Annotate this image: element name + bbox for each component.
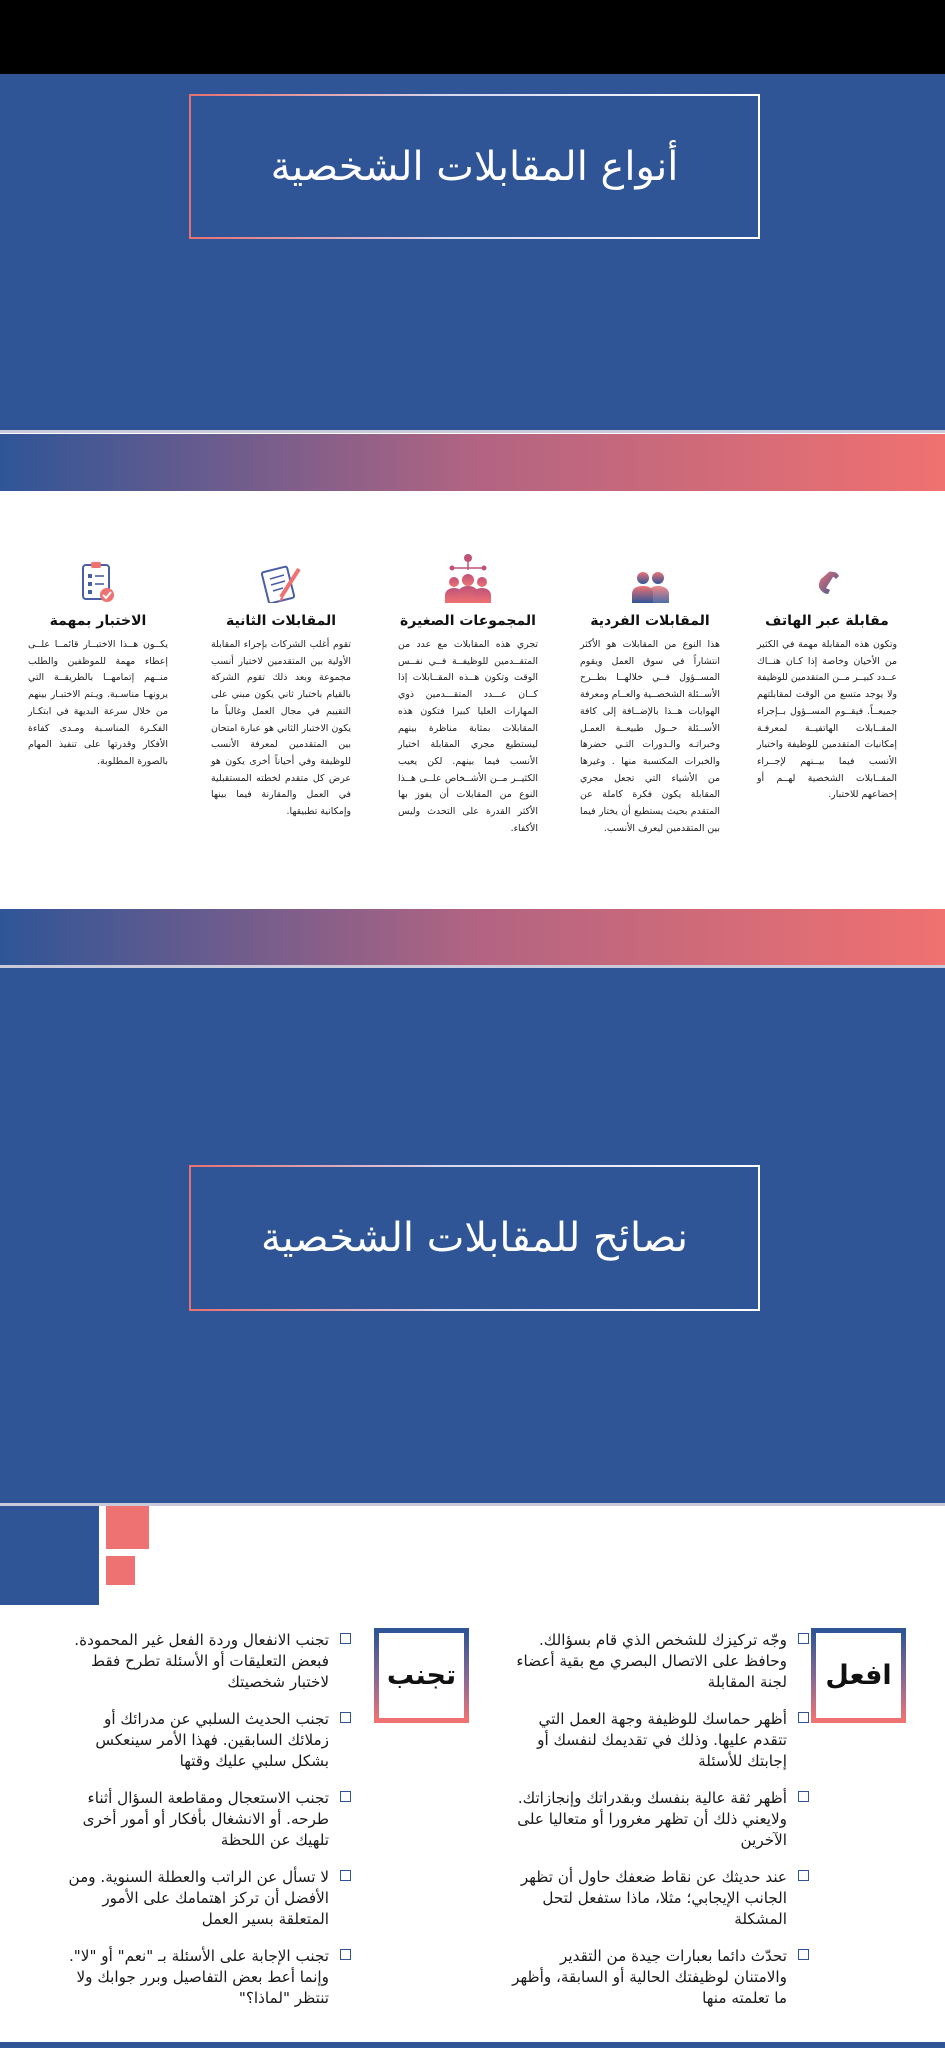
type-description: تجري هذه المقابلات مع عدد من المتقــدمين للوظيفــة فــي نفــس الوقت وتكون هــذه المقــابلات إذا كــان عـــدد المتقـــدمين ذوي المهارات العليا كبيرا فتكون هذه المقابلات بمثابة مناظرة بينهم ليستطيع مجري المقابلة اختيار الأنسب فيما بينهم. لكن يعيب الكثيــر مــن الأشــخاص علــى هــذا النوع من المقابلات أن يفوز بها الأكثر القدرة على التحدث وليس الأكفاء.	[398, 639, 538, 834]
do-label-box	[811, 1628, 906, 1723]
type-description: وتكون هذه المقابلة مهمة في الكثير من الأحيان وخاصة إذا كـان هنــاك عــدد كبيــر مــن المتقدمين للوظيفة ولا يوجد متسع من الوقت لمقابلتهم جميعــاً. فيقــوم المســؤول بــإجراء المقــابلات الهاتفيــة لمعرفـة إمكانيات المتقدمين للوظيفة واختيار الأنسب فيما بيــنهم لإجــراء المقــابلات الشخصية لهــم أو إخضاعهم للاختبار.	[757, 639, 897, 801]
type-card-small-groups	[398, 551, 538, 837]
checkbox-icon	[340, 1712, 351, 1723]
type-card-phone	[757, 551, 897, 804]
checkbox-icon	[340, 1949, 351, 1960]
type-description: تقوم أغلب الشركات بإجراء المقابلة الأولية بين المتقدمين لاختيار أنسب مجموعة وبعد ذلك تقوم الشركة بالقيام باختبار ثاني يكون مبني على التقييم في مجال العمل وغالباً ما يكون الاختبار الثاني هو عبارة امتحان بين المتقدمين لمعرفة الأنسب للوظيفة وفي أحياناً أخرى يكون هو عرض كل متقدم لخطته المستقبلية في العمل والمقارنة فيما بينها وإمكانية تطبيقها.	[211, 639, 351, 818]
list-item: تجنب الإجابة على الأسئلة بـ "نعم" أو "لا". وإنما أعط بعض التفاصيل وبرر جوابك ولا تنتظر "لماذا؟"	[61, 1946, 351, 2009]
type-card-task-test	[28, 551, 168, 771]
list-item: تحدّث دائما بعبارات جيدة من التقدير والامتنان لوظيفتك الحالية أو السابقة، وأظهر ما تعلمته منها	[509, 1946, 809, 2009]
list-item: تجنب الانفعال وردة الفعل غير المحمودة. فبعض التعليقات أو الأسئلة تطرح فقط لاختبار شخصيتك	[61, 1630, 351, 1693]
type-title: المقابلات الفردية	[590, 613, 710, 629]
checkbox-icon	[340, 1791, 351, 1802]
type-title: الاختبار بمهمة	[49, 613, 147, 629]
type-description: يكــون هــذا الاختبــار قائمــا علــى إعطاء مهمة للموظفين والطلب منــهم إتمامهــا بالطريقــة التي يرونهـا مناسـبة. ويـتم الاختبـار بينهم من خلال سرعة البديهة في ابتكـار الفكـرة المناسـبة ومـدى كفاءة الأفكار وقدرتها على تنفيذ المهام بالصورة المطلوبة.	[28, 639, 168, 767]
list-item: لا تسأل عن الراتب والعطلة السنوية. ومن الأفضل أن تركز اهتمامك على الأمور المتعلقة بسير العمل	[61, 1867, 351, 1930]
type-description: هذا النوع من المقابلات هو الأكثر انتشاراً في سوق العمل ويقوم المســؤول فــي خلالهــا بطــرح الأســئلة الشخصــية والعــام ومعرفة الهوايات هــذا بالإضــافة إلى كافة الأســئلة حــول طبيعــة العمـل وخبراتـه والـدورات التـي حضرها والخبرات المكتسبة منها . وغيرها من الأشياء التي تجعل مجري المقابلة يكون فكرة كاملة عن المتقدم بحيث يستطيع أن يختار فيما بين المتقدمين ليعرف الأنسب.	[580, 639, 720, 834]
checkbox-icon	[798, 1791, 809, 1802]
interview-types-section	[0, 491, 945, 908]
checkbox-icon	[798, 1712, 809, 1723]
list-item: تجنب الحديث السلبي عن مدرائك أو زملائك السابقين. فهذا الأمر سينعكس بشكل سلبي عليك وقتها	[61, 1709, 351, 1772]
type-title: المقابلات الثانية	[225, 613, 337, 629]
avoid-list	[61, 1630, 351, 2025]
gradient-band	[0, 909, 945, 965]
top-black-bar	[0, 0, 945, 74]
gradient-band	[0, 434, 945, 491]
group-network-icon	[398, 551, 538, 603]
type-title: المجموعات الصغيرة	[400, 613, 536, 629]
decor-square	[106, 1556, 135, 1585]
do-label: افعل	[825, 1660, 892, 1691]
checkbox-icon	[798, 1870, 809, 1881]
checkbox-icon	[798, 1949, 809, 1960]
list-item: وجّه تركيزك للشخص الذي قام بسؤالك. وحافظ على الاتصال البصري مع بقية أعضاء لجنة المقابلة	[509, 1630, 809, 1693]
type-title: مقابلة عبر الهاتف	[765, 613, 889, 629]
section-types-hero	[0, 74, 945, 430]
section-tips-hero	[0, 968, 945, 1503]
avoid-label: تجنب	[386, 1660, 457, 1691]
divider-line	[0, 430, 945, 433]
type-card-second	[211, 551, 351, 821]
clipboard-pen-icon	[211, 551, 351, 603]
checkbox-icon	[798, 1633, 809, 1644]
bottom-rule	[0, 2042, 945, 2048]
people-pair-icon	[580, 551, 720, 603]
checkbox-icon	[340, 1870, 351, 1881]
phone-icon	[757, 551, 897, 603]
checklist-icon	[28, 551, 168, 603]
type-card-individual	[580, 551, 720, 837]
section-title: أنواع المقابلات الشخصية	[270, 143, 679, 190]
section-title-box	[189, 1165, 760, 1311]
section-title: نصائح للمقابلات الشخصية	[260, 1215, 689, 1261]
decor-square	[0, 1506, 99, 1605]
section-title-box	[189, 94, 760, 239]
list-item: تجنب الاستعجال ومقاطعة السؤال أثناء طرحه. أو الانشغال بأفكار أو أمور أخرى تلهيك عن اللحظة	[61, 1788, 351, 1851]
do-list	[509, 1630, 809, 2025]
decor-square	[106, 1506, 149, 1549]
avoid-label-box	[374, 1628, 469, 1723]
list-item: أظهر حماسك للوظيفة وجهة العمل التي تتقدم عليها. وذلك في تقديمك لنفسك أو إجابتك للأسئلة	[509, 1709, 809, 1772]
list-item: عند حديثك عن نقاط ضعفك حاول أن تظهر الجانب الإيجابي؛ مثلا، ماذا ستفعل لتحل المشكلة	[509, 1867, 809, 1930]
checkbox-icon	[340, 1633, 351, 1644]
list-item: أظهر ثقة عالية بنفسك وبقدراتك وإنجازاتك. ولايعني ذلك أن تظهر مغرورا أو متعاليا على الآخرين	[509, 1788, 809, 1851]
tips-section	[0, 1506, 945, 2048]
